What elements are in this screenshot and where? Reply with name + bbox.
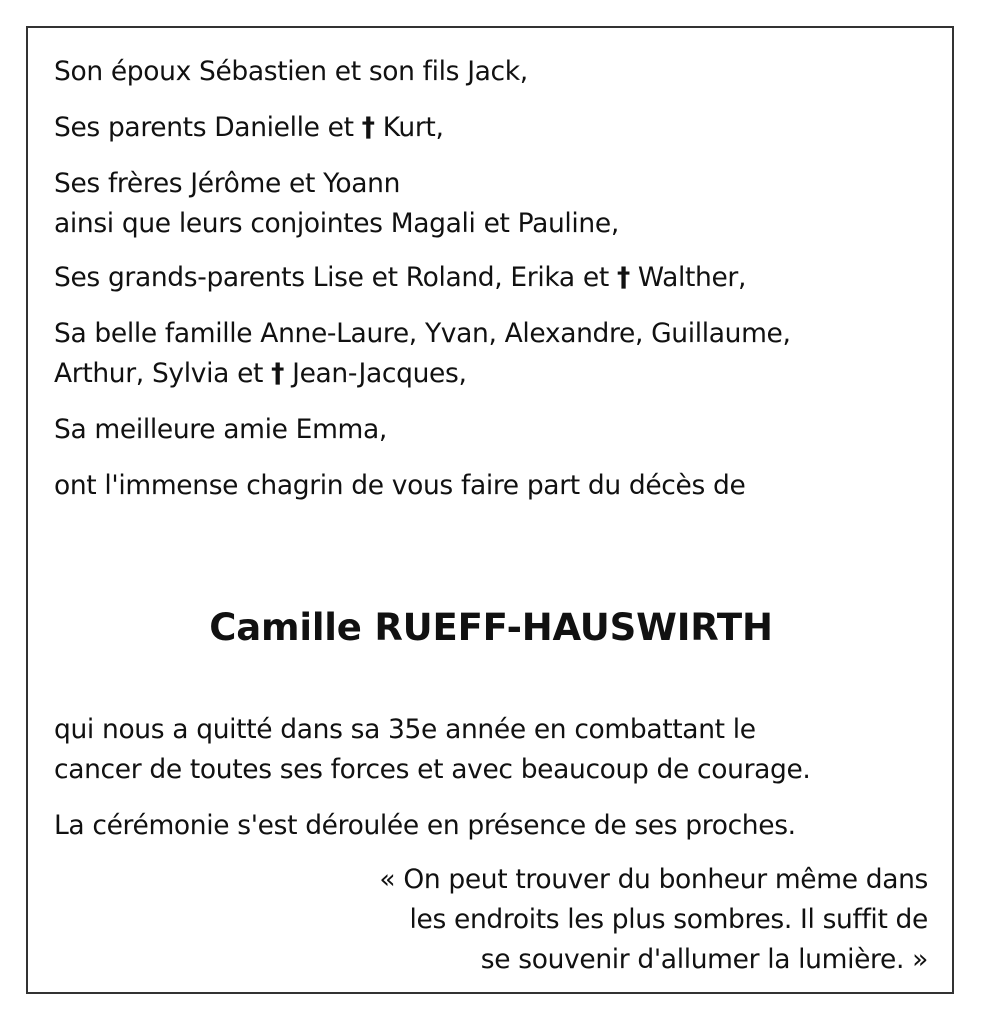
quote-line-1: « On peut trouver du bonheur même dans bbox=[379, 864, 928, 895]
ceremony-line: La cérémonie s'est déroulée en présence de ses proches. bbox=[54, 810, 796, 841]
family-line-in-laws-cont bbox=[54, 358, 467, 390]
quote-line-3: se souvenir d'allumer la lumière. » bbox=[480, 944, 928, 975]
family-line-spouse-son: Son époux Sébastien et son fils Jack, bbox=[54, 56, 528, 87]
parents-text: Ses parents Danielle et bbox=[54, 112, 362, 143]
grandparents-text: Ses grands-parents Lise et Roland, Erika et bbox=[54, 262, 617, 293]
grandparents-deceased-name: Walther, bbox=[629, 262, 747, 293]
after-line-1: qui nous a quitté dans sa 35e année en combattant le bbox=[54, 714, 756, 745]
cross-icon: † bbox=[361, 112, 375, 143]
cross-icon: † bbox=[271, 358, 285, 389]
deceased-name: Camille RUEFF-HAUSWIRTH bbox=[209, 606, 773, 649]
family-line-best-friend: Sa meilleure amie Emma, bbox=[54, 414, 387, 445]
quote-line-2: les endroits les plus sombres. Il suffit de bbox=[409, 904, 928, 935]
cross-icon: † bbox=[616, 262, 630, 293]
parents-deceased-name: Kurt, bbox=[374, 112, 444, 143]
in-laws-text: Arthur, Sylvia et bbox=[54, 358, 272, 389]
after-line-2: cancer de toutes ses forces et avec beaucoup de courage. bbox=[54, 754, 811, 785]
family-line-in-laws: Sa belle famille Anne-Laure, Yvan, Alexandre, Guillaume, bbox=[54, 318, 791, 349]
family-line-parents bbox=[54, 112, 444, 144]
family-line-grandparents bbox=[54, 262, 746, 294]
family-line-brothers: Ses frères Jérôme et Yoann bbox=[54, 168, 401, 199]
in-laws-deceased-name: Jean-Jacques, bbox=[284, 358, 467, 389]
announcement-line: ont l'immense chagrin de vous faire part du décès de bbox=[54, 470, 746, 501]
family-line-spouses: ainsi que leurs conjointes Magali et Pauline, bbox=[54, 208, 619, 239]
